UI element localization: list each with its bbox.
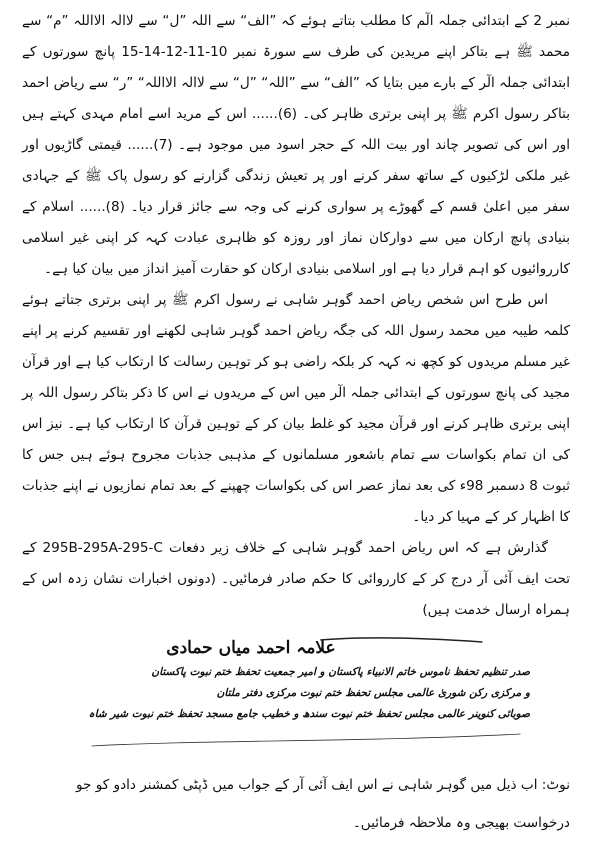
paragraph-1: نمبر 2 کے ابتدائی جملہ الٓم کا مطلب بتاتے ہوئے کہ ”الف“ سے اللہ ”ل“ سے لاالہ الااللہ ”م“ سے محمد ﷺ ہے بتاکر اپنے مریدین کی طرف سے سورۃ نمبر 10-11-12-14-15 پانچ سورتوں کے ابتدائی جملہ الٓر کے بارے میں بتایا کہ ”الف“ سے ”اللہ“ ”ل“ سے لاالہ الااللہ“ ”ر“ سے ریاض احمد بتاکر رسول اکرم ﷺ پر اپنی برتری ظاہر کی۔ (6)...... اس کے مرید اسے امام مہدی کہتے ہیں اور اس کی تصویر چاند اور بیت اللہ کے حجر اسود میں موجود ہے۔ (7)...... قیمتی گاڑیوں اور غیر ملکی لڑکیوں کے ساتھ سفر کرنے اور پر تعیش زندگی گزارنے کو رسول پاک ﷺ کے جہادی سفر میں اعلیٰ قسم کے گھوڑے پر سواری کرنے کی وجہ سے جائز قرار دیا۔ (8)...... اسلام کے بنیادی پانچ ارکان میں سے دوارکان نماز اور روزہ کو ظاہری عبادت کہہ کر اپنی غیر اسلامی کارروائیوں کو اہم قرار دیا ہے اور اسلامی بنیادی ارکان کو حقارت آمیز انداز میں بیان کیا ہے۔ xyxy=(22,13,571,277)
paragraph-2: اس طرح اس شخص ریاض احمد گوہر شاہی نے رسول اکرم ﷺ پر اپنی برتری جتاتے ہوئے کلمہ طیبہ میں محمد رسول اللہ کی جگہ ریاض احمد گوہر شاہی لکھنے اور تقسیم کرنے پر اپنے غیر مسلم مریدوں کو کچھ نہ کہہ کر بلکہ راضی ہو کر توہین رسالت کا ارتکاب کیا ہے اور قرآن مجید کی پانچ سورتوں کے ابتدائی جملہ الٓر میں اس کے مریدوں نے اس کا ذکر بتاکر رسول اللہ پر اپنی برتری ظاہر کرنے اور قرآن مجید کو غلط بیان کر کے توہین قرآن کا ارتکاب کیا ہے۔ نیز اس کی ان تمام بکواسات سے تمام باشعور مسلمانوں کے مذہبی جذبات مجروح ہوئے ہیں جس کا ثبوت 8 دسمبر 98ء کی بعد نماز عصر اس کی بکواسات چھپنے کے بعد تمام نمازیوں نے اپنے جذبات کا اظہار کر کے مہیا کر دیا۔ xyxy=(22,292,570,525)
signature-title-line-2: و مرکزی رکن شوریٰ عالمی مجلس تحفظ ختم نبوت مرکزی دفتر ملتان xyxy=(216,687,530,699)
document-body xyxy=(22,6,570,626)
signature-title-line-3: صوبائی کنوینر عالمی مجلس تحفظ ختم نبوت سندھ و خطیب جامع مسجد تحفظ ختم نبوت شیر شاہ xyxy=(88,708,530,720)
signature-stamp xyxy=(82,634,530,752)
signature-name: علامہ احمد میاں حمادی xyxy=(166,638,336,658)
note-text: نوٹ: اب ذیل میں گوہر شاہی نے اس ایف آئی آر کے جواب میں ڈپٹی کمشنر دادو کو جو درخواست بھیجی وہ ملاحظہ فرمائیں۔ xyxy=(75,777,570,831)
paragraph-3: گذارش ہے کہ اس ریاض احمد گوہر شاہی کے خلاف زیر دفعات 295B-295A-295-C کے تحت ایف آئی آر درج کر کے کارروائی کا حکم صادر فرمائیں۔ (دونوں اخبارات نشان زدہ اس کے ہمراہ ارسال خدمت ہیں) xyxy=(22,540,570,618)
signature-title-line-1: صدر تنظیم تحفظ ناموس خاتم الانبیاء پاکستان و امیر جمعیت تحفظ ختم نبوت پاکستان xyxy=(151,666,530,678)
